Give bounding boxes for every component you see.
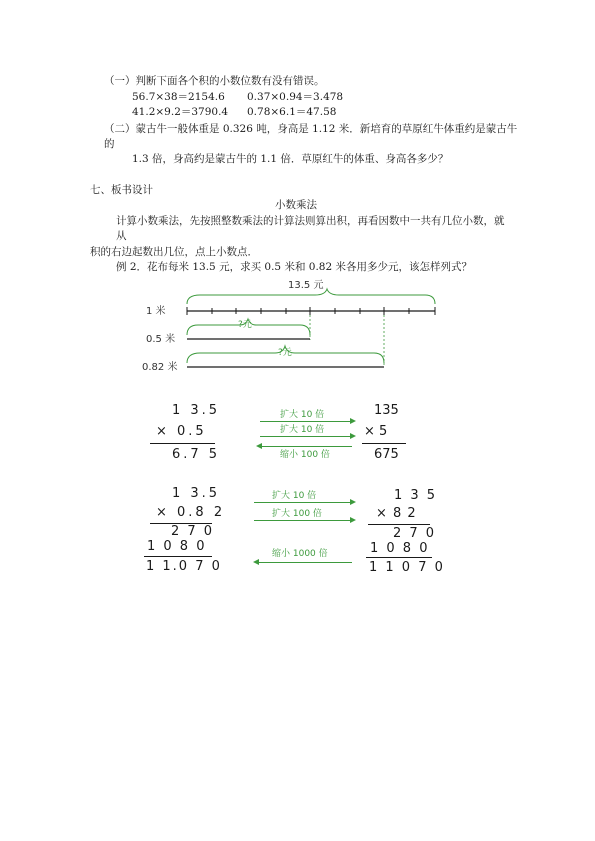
calc2-left-multiplicand: 1 3.5 <box>172 486 221 501</box>
check-item-4: 0.78×6.1＝47.58 <box>247 106 337 118</box>
calc1-left-multiplicand: 1 3.5 <box>172 403 221 418</box>
calc1-right-multiplier: × 5 <box>364 424 388 439</box>
calc2-arrow-label-1: 扩大 10 倍 <box>272 491 317 501</box>
brace1-label: ?元 <box>238 320 252 330</box>
section-two-line3: 1.3 倍，身高约是蒙古牛的 1.1 倍．草原红牛的体重、身高各多少？ <box>132 153 449 165</box>
rule-line1: 计算小数乘法，先按照整数乘法的计算法则算出积，再看因数中一共有几位小数，就 <box>116 215 505 227</box>
calc2-left-result: 1 1.0 7 0 <box>146 559 222 574</box>
rule-line2: 从 <box>116 230 127 242</box>
check-item-1: 56.7×38＝2154.6 <box>132 91 225 103</box>
calc2-left-partial1: 2 7 0 <box>171 524 215 539</box>
check-item-2: 0.37×0.94＝3.478 <box>247 91 344 103</box>
calc1-arrow-label-3: 缩小 100 倍 <box>280 450 330 460</box>
calc1-right-multiplicand: 135 <box>374 403 399 418</box>
board-title: 小数乘法 <box>275 199 317 211</box>
diagram-top-label: 13.5 元 <box>288 280 324 291</box>
rule-line3: 积的右边起数出几位，点上小数点． <box>90 246 258 258</box>
row-label-082m: 0.82 米 <box>142 362 178 373</box>
top-brace <box>187 289 435 304</box>
calc2-right-multiplicand: 1 3 5 <box>394 488 438 503</box>
calc2-right-multiplier: × 8 2 <box>376 506 417 521</box>
section-two-line1: （二）蒙古牛一般体重是 0.326 吨，身高是 1.12 米．新培育的草原红牛体重约是蒙古牛 <box>104 123 518 135</box>
calc2-right-partial2: 1 0 8 0 <box>370 541 430 556</box>
calc2-arrow-label-3: 缩小 1000 倍 <box>272 549 328 559</box>
example-text: 例 2．花布每米 13.5 元，求买 0.5 米和 0.82 米各用多少元，该怎样列式？ <box>116 261 472 273</box>
calc1-left-multiplier: × 0.5 <box>156 424 207 439</box>
row-label-1m: 1 米 <box>146 306 166 317</box>
section-one-heading: （一）判断下面各个积的小数位数有没有错误。 <box>104 75 325 87</box>
calc2-left-multiplier: × 0.8 2 <box>156 505 226 520</box>
brace2-label: ?元 <box>278 348 292 358</box>
check-item-3: 41.2×9.2＝3790.4 <box>132 106 229 118</box>
board-heading: 七、板书设计 <box>90 184 153 196</box>
calc1-arrow-label-1: 扩大 10 倍 <box>280 410 325 420</box>
calc1-right-result: 675 <box>374 447 399 462</box>
calc2-right-partial1: 2 7 0 <box>393 526 437 541</box>
calc2-right-result: 1 1 0 7 0 <box>369 560 445 575</box>
row-label-05m: 0.5 米 <box>146 334 176 345</box>
calc2-left-partial2: 1 0 8 0 <box>147 539 207 554</box>
calc1-left-result: 6.7 5 <box>172 447 221 462</box>
segment-diagram <box>140 275 440 380</box>
calc1-arrow-label-2: 扩大 10 倍 <box>280 425 325 435</box>
calc2-arrow-label-2: 扩大 100 倍 <box>272 509 322 519</box>
section-two-line2: 的 <box>104 138 115 150</box>
